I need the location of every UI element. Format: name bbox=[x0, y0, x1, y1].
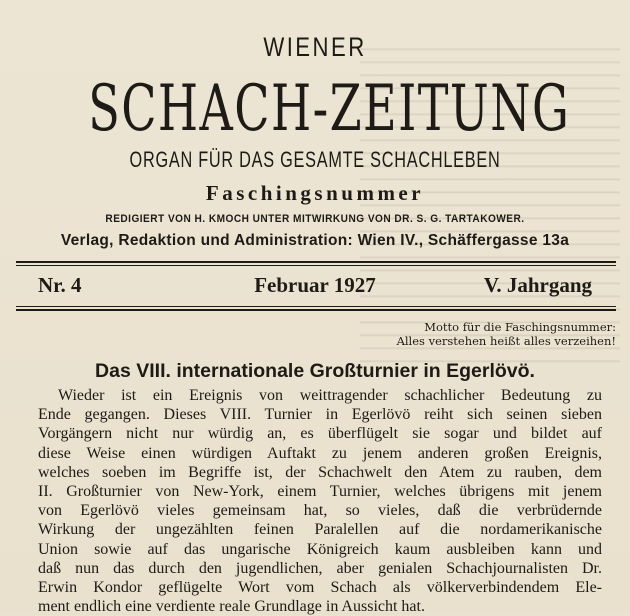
masthead-title-line1: WIENER bbox=[263, 32, 367, 62]
article-line: diese Weise einen würdigen Auftakt zu jenem anderen großen Ereignis, bbox=[38, 444, 602, 462]
rule-bottom-thin bbox=[16, 306, 616, 307]
masthead-subtitle: ORGAN FÜR DAS GESAMTE SCHACHLEBEN bbox=[129, 147, 501, 172]
article-line: daß nun das durch den jugendlichen, aber genialen Schachjournalisten Dr. bbox=[38, 559, 602, 577]
article-line: Vorgängern nicht nur würdig an, es überflügelt sie sogar und bildet auf bbox=[38, 425, 602, 443]
article-line: Ende gegangen. Dieses VIII. Turnier in Egerlövö reiht sich seinen sieben bbox=[38, 406, 602, 424]
masthead-title-line2: SCHACH-ZEITUNG bbox=[88, 72, 571, 146]
article-line: Wieder ist ein Ereignis von weittragender schachlicher Bedeutung zu bbox=[58, 387, 602, 404]
article-line: von Egerlövö vieles gemeinsam hat, so vieles, daß die verbrüdernde bbox=[38, 502, 602, 520]
article-line: Wirkung der ungezählten feinen Paralellen auf die nordamerikanische bbox=[38, 521, 602, 539]
article-line: welches soeben im Begriffe ist, der Schachwelt den Atem zu rauben, dem bbox=[38, 463, 602, 481]
rule-top-thick bbox=[16, 261, 616, 263]
publisher-line: Verlag, Redaktion und Administration: Wien IV., Schäffergasse 13a bbox=[60, 232, 570, 249]
editor-line: REDIGIERT VON H. KMOCH UNTER MITWIRKUNG VON DR. S. G. TARTAKOWER. bbox=[105, 213, 525, 225]
motto-line-2: Alles verstehen heißt alles verzeihen! bbox=[396, 334, 616, 348]
article-line: Union sowie auf das ungarische Königreich kaum ausbleiben kann und bbox=[38, 540, 602, 558]
article-line: II. Großturnier von New-York, einem Turnier, welches übrigens mit jenem bbox=[38, 482, 602, 500]
article-headline: Das VIII. internationale Großturnier in Egerlövö. bbox=[95, 360, 535, 382]
issue-number: Nr. 4 bbox=[38, 273, 82, 297]
article-body bbox=[38, 386, 602, 616]
article-line: Erwin Kondor geflügelte Wort vom Schach als völkerverbindendem Ele- bbox=[38, 578, 602, 596]
issue-volume: V. Jahrgang bbox=[483, 273, 592, 297]
rule-top-thin bbox=[16, 265, 616, 266]
special-issue-label: Faschingsnummer bbox=[205, 181, 425, 205]
issue-date: Februar 1927 bbox=[254, 273, 376, 297]
motto-line-1: Motto für die Faschingsnummer: bbox=[424, 320, 616, 334]
rule-bottom-thick bbox=[16, 309, 616, 311]
article-line: ment endlich eine verdiente reale Grundlage in Aussicht hat. bbox=[38, 598, 425, 616]
motto bbox=[397, 320, 616, 348]
